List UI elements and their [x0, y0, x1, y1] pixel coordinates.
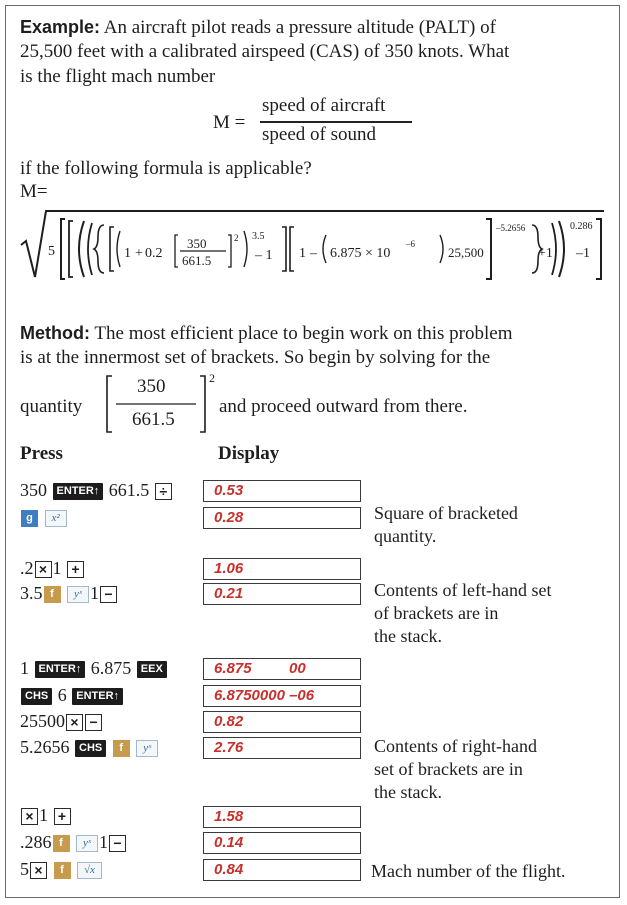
- svg-text:–6: –6: [406, 239, 415, 249]
- square-root-key[interactable]: √x: [77, 862, 102, 879]
- f-key[interactable]: f: [44, 586, 61, 603]
- quantity-exponent: 2: [209, 371, 215, 385]
- note-2-line-1: Contents of left-hand set: [374, 580, 552, 600]
- chs-key[interactable]: CHS: [21, 688, 52, 705]
- note-1-line-2: quantity.: [374, 526, 437, 546]
- note-2-line-3: the stack.: [374, 626, 442, 646]
- quantity-denominator: 661.5: [132, 409, 175, 430]
- display-header: Display: [218, 443, 280, 464]
- svg-text:– 1: – 1: [255, 248, 273, 263]
- svg-text:25,500: 25,500: [448, 245, 484, 260]
- svg-text:0.286: 0.286: [570, 221, 593, 232]
- enter-key[interactable]: ENTER↑: [53, 483, 104, 500]
- row-7-press: 25500 × −: [20, 710, 103, 732]
- row-9-press: × 1 +: [20, 804, 72, 826]
- svg-text:2: 2: [234, 233, 239, 243]
- multiply-key[interactable]: ×: [30, 862, 47, 879]
- note-3-line-3: the stack.: [374, 782, 442, 802]
- svg-text:0.2: 0.2: [145, 246, 163, 261]
- svg-text:3.5: 3.5: [252, 231, 265, 242]
- f-key[interactable]: f: [53, 835, 70, 852]
- row-10-display: 0.14: [203, 832, 361, 854]
- applicable-text: if the following formula is applicable?: [20, 158, 312, 179]
- svg-text:+1: +1: [538, 246, 553, 261]
- y-to-x-key[interactable]: yˣ: [67, 586, 89, 603]
- note-3-line-2: set of brackets are in: [374, 759, 523, 779]
- plus-key[interactable]: +: [67, 561, 84, 578]
- row-11-press: 5 × f √x: [20, 858, 103, 880]
- row-6-press: CHS 6 ENTER↑: [20, 684, 124, 706]
- method-label: Method:: [20, 323, 90, 343]
- enter-key[interactable]: ENTER↑: [35, 661, 86, 678]
- method-line-1: Method: The most efficient place to begin work on this problem: [20, 323, 513, 344]
- minus-key[interactable]: −: [85, 714, 102, 731]
- press-header: Press: [20, 443, 63, 464]
- m-equals: M=: [20, 181, 48, 202]
- x-squared-key[interactable]: x²: [45, 510, 67, 527]
- method-line-2: is at the innermost set of brackets. So begin by solving for the: [20, 347, 491, 368]
- row-1-press: 350 ENTER↑ 661.5 ÷: [20, 479, 173, 501]
- example-line-2: 25,500 feet with a calibrated airspeed (CAS) of 350 knots. What: [20, 41, 510, 62]
- row-3-display: 1.06: [203, 558, 361, 580]
- y-to-x-key[interactable]: yˣ: [136, 740, 158, 757]
- quantity-numerator: 350: [137, 376, 166, 397]
- formula1-lhs: M =: [213, 112, 246, 133]
- svg-text:350: 350: [187, 236, 207, 251]
- row-2-press: [20, 506, 68, 528]
- row-9-display: 1.58: [203, 806, 361, 828]
- f-key[interactable]: f: [113, 740, 130, 757]
- note-3-line-1: Contents of right-hand: [374, 736, 537, 756]
- row-8-display: 2.76: [203, 737, 361, 759]
- enter-key[interactable]: ENTER↑: [72, 688, 123, 705]
- formula2-five: 5: [48, 244, 55, 259]
- eex-key[interactable]: EEX: [137, 661, 167, 678]
- svg-text:–: –: [310, 246, 317, 261]
- row-5-display: 6.875 00: [203, 658, 361, 680]
- formula1-denominator: speed of sound: [262, 124, 376, 145]
- row-4-display: 0.21: [203, 583, 361, 605]
- formula1-numerator: speed of aircraft: [262, 95, 386, 116]
- svg-text:–1: –1: [576, 246, 590, 261]
- svg-text:661.5: 661.5: [182, 253, 212, 268]
- row-6-display: 6.8750000 –06: [203, 685, 361, 707]
- example-label: Example:: [20, 17, 101, 37]
- svg-text:+: +: [135, 246, 143, 261]
- formula2-one: 1: [124, 246, 131, 261]
- row-8-press: 5.2656 CHS f yˣ: [20, 736, 159, 758]
- example-text-1: An aircraft pilot reads a pressure altitude (PALT) of: [103, 17, 496, 38]
- plus-key[interactable]: +: [54, 808, 71, 825]
- svg-text:1: 1: [299, 246, 306, 261]
- minus-key[interactable]: −: [100, 586, 117, 603]
- method-quantity: quantity: [20, 396, 83, 417]
- svg-text:6.875 × 10: 6.875 × 10: [330, 246, 391, 261]
- row-10-press: .286 f yˣ 1 −: [20, 831, 127, 853]
- example-line-3: is the flight mach number: [20, 66, 216, 87]
- example-line-1: [20, 16, 496, 39]
- radical-formula: [18, 205, 608, 285]
- divide-key[interactable]: ÷: [155, 483, 172, 500]
- row-11-display: 0.84: [203, 859, 361, 881]
- row-5-press: 1 ENTER↑ 6.875 EEX: [20, 657, 168, 679]
- note-4: Mach number of the flight.: [371, 861, 566, 881]
- proceed-text: and proceed outward from there.: [219, 396, 468, 417]
- row-7-display: 0.82: [203, 711, 361, 733]
- svg-text:–5.2656: –5.2656: [496, 223, 526, 233]
- f-key[interactable]: f: [54, 862, 71, 879]
- formula1-fraction-bar: [260, 121, 412, 123]
- y-to-x-key[interactable]: yˣ: [76, 835, 98, 852]
- row-1-display: 0.53: [203, 480, 361, 502]
- note-2-line-2: of brackets are in: [374, 603, 499, 623]
- row-4-press: 3.5 f yˣ 1 −: [20, 582, 118, 604]
- multiply-key[interactable]: ×: [21, 808, 38, 825]
- minus-key[interactable]: −: [109, 835, 126, 852]
- note-1-line-1: Square of bracketed: [374, 503, 518, 523]
- chs-key[interactable]: CHS: [75, 740, 106, 757]
- row-2-display: 0.28: [203, 507, 361, 529]
- multiply-key[interactable]: ×: [66, 714, 83, 731]
- g-key[interactable]: g: [21, 510, 38, 527]
- multiply-key[interactable]: ×: [35, 561, 52, 578]
- row-3-press: .2 × 1 +: [20, 557, 85, 579]
